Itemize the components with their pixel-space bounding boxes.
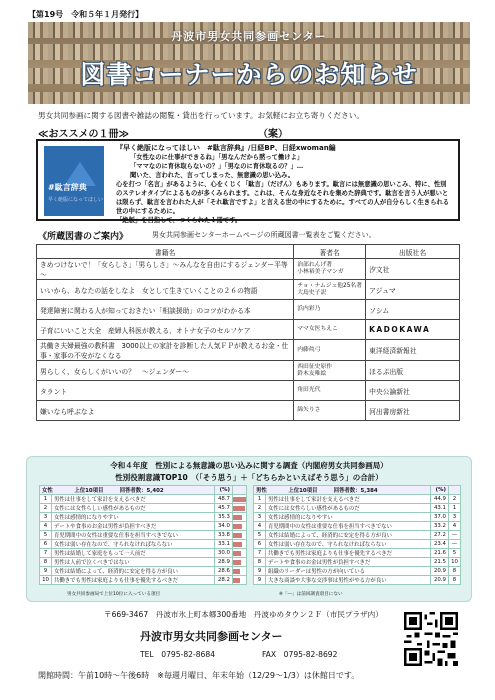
survey-footnote-right: ※「―」は前回調査項目にない [279, 592, 343, 597]
survey-row [254, 567, 461, 576]
survey-statement: 女性は弱い存在なので、守られなければならない [52, 540, 215, 549]
book-title: 嫌いなら呼ぶなよ [37, 401, 294, 421]
survey-bar [233, 533, 242, 538]
page-title: 図書コーナーからのお知らせ [80, 60, 418, 89]
survey-rank: 4 [40, 522, 52, 531]
survey-row [40, 558, 247, 567]
survey-row [40, 549, 247, 558]
survey-rank: 1 [254, 495, 266, 504]
survey-statement: 男性は結婚して家庭をもって一人前だ [52, 549, 215, 558]
book-cover-image [44, 146, 104, 216]
survey-percent: 30.0 [215, 549, 233, 558]
survey-row [40, 576, 247, 585]
survey-percent: 33.2 [431, 522, 449, 531]
survey-rank: 6 [254, 540, 266, 549]
collection-heading: 《所蔵図書のご案内》 [38, 232, 129, 242]
recommend-line: 「女性なのに仕事ができるね」「男なんだから黙って働けよ」 [130, 154, 304, 161]
book-title: タラント [37, 381, 294, 401]
survey-women-rank: 8 [449, 567, 461, 576]
recommend-draft-label: （案） [258, 129, 288, 140]
phone-number: TEL 0795-82-8684 [140, 650, 216, 659]
survey-percent: 33.1 [215, 540, 233, 549]
survey-bar-cell [233, 504, 247, 513]
book-author: 角田光代 [294, 381, 366, 401]
survey-percent: 28.6 [215, 567, 233, 576]
survey-women-header: 女性 上位10項目 回答者数：5,402 [40, 486, 215, 495]
recommend-line: 聞いた、言われた、言ってしまった、無意識の思い込み。 [130, 172, 295, 179]
survey-table-men [253, 485, 461, 585]
survey-statement: 女性は結婚によって、経済的に安定を得る方が良い [266, 531, 431, 540]
survey-percent: 43.1 [431, 504, 449, 513]
survey-rank: 8 [254, 558, 266, 567]
recommend-heading: ≪おススメの１冊≫ [38, 129, 129, 140]
survey-statement: 男性は仕事をして家計を支えるべきだ [266, 495, 431, 504]
book-title: 子育にいいこと大全 産婦人科医が教える、オトナ女子のセルフケア [37, 320, 294, 340]
table-row [37, 300, 460, 320]
column-header-publisher: 出版社名 [366, 245, 460, 259]
survey-statement: 女性には女性らしい感性があるものだ [266, 504, 431, 513]
survey-statement: 女性は弱い存在なので、守られなければならない [266, 540, 431, 549]
survey-men-header: 男性 上位10項目 回答者数：5,384 [254, 486, 431, 495]
survey-row [254, 558, 461, 567]
book-author: 浜内彩乃 [294, 300, 366, 320]
survey-subtitle: 性別役割意識TOP10 （「そう思う」＋「どちらかといえばそう思う」の合計） [115, 473, 383, 482]
survey-header-row [40, 486, 247, 495]
survey-bar-cell [233, 567, 247, 576]
survey-bar [233, 515, 242, 520]
survey-bar [233, 524, 242, 529]
book-author: 西田征史原作 鈴木友唯絵 [294, 361, 366, 381]
survey-percent: 20.9 [431, 576, 449, 585]
survey-rank: 3 [40, 513, 52, 522]
survey-rank: 4 [254, 522, 266, 531]
survey-percent: 21.5 [431, 558, 449, 567]
book-author: 綿矢りさ [294, 401, 366, 421]
survey-women-rank: 8 [449, 576, 461, 585]
survey-bar [233, 542, 242, 547]
survey-percent: 33.8 [215, 531, 233, 540]
survey-prev-header [449, 486, 461, 495]
table-row [37, 280, 460, 300]
book-publisher: ほるぷ出版 [366, 361, 460, 381]
survey-statement: 共働きでも男性は家庭よりも仕事を優先するべきだ [266, 549, 431, 558]
survey-row [254, 513, 461, 522]
survey-bar-header [233, 486, 247, 495]
survey-row [40, 504, 247, 513]
survey-bar [233, 569, 240, 574]
survey-row [40, 495, 247, 504]
recommend-book-title: 『早く絶版になってほしい #駄言辞典』/日経BP、日経xwoman編 [116, 144, 336, 152]
survey-percent: 20.9 [431, 567, 449, 576]
survey-percent: 37.0 [431, 513, 449, 522]
survey-row [254, 504, 461, 513]
book-publisher: 中央公論新社 [366, 381, 460, 401]
survey-rank: 9 [40, 567, 52, 576]
survey-table-women [39, 485, 247, 585]
fax-number: FAX 0795-82-8692 [262, 650, 338, 659]
survey-statement: 男性は人前で泣くべきではない [52, 558, 215, 567]
survey-rank: 2 [254, 504, 266, 513]
survey-percent: 28.2 [215, 576, 233, 585]
survey-rank: 7 [254, 549, 266, 558]
recommend-text [116, 144, 452, 225]
survey-percent: 23.4 [431, 540, 449, 549]
survey-rank: 2 [40, 504, 52, 513]
survey-statement: 女性には女性らしい感性があるものだ [52, 504, 215, 513]
table-row [37, 361, 460, 381]
book-cover-title: #駄言辞典 [48, 183, 87, 192]
survey-bar-cell [233, 513, 247, 522]
survey-statement: 女性は感情的になりやすい [52, 513, 215, 522]
survey-rank: 1 [40, 495, 52, 504]
survey-header-row [254, 486, 461, 495]
survey-row [254, 576, 461, 585]
survey-row [254, 540, 461, 549]
book-publisher: 汐文社 [366, 259, 460, 280]
table-header-row [37, 245, 460, 259]
survey-bar [233, 578, 240, 583]
center-name: 丹波市男女共同参画センター [171, 30, 327, 43]
column-header-title: 書籍名 [37, 245, 294, 259]
survey-row [254, 522, 461, 531]
survey-bar [233, 560, 241, 565]
table-row [37, 320, 460, 340]
column-header-author: 著者名 [294, 245, 366, 259]
survey-rank: 10 [40, 576, 52, 585]
book-author: チョ・ナムジュ他25名著 大島史子訳 [294, 280, 366, 300]
address: 〒669-3467 丹波市氷上町本郷300番地 丹波ゆめタウン２Ｆ（市民プラザ内） [104, 610, 383, 619]
table-row [37, 340, 460, 361]
book-publisher: KADOKAWA [366, 320, 460, 340]
qr-code-icon[interactable] [404, 612, 458, 666]
survey-row [254, 495, 461, 504]
survey-statement: 組織のリーダーは男性の方が向いている [266, 567, 431, 576]
recommend-line: 心を打つ「名言」があるように、心をくじく「駄言」（だげん）もあります。駄言には無意識の思いこみ、特に、性別のステレオタイプによるものが多くみられます。これは、そんな身近なそれを集めた辞典です。駄言を言う人が悪いとは限らず、駄言を言われた人が「それ駄言ですよ」と言える世の中にするために。すべての人が自分らしく生きられる世の中にするために。 [116, 181, 450, 215]
survey-women-rank: 3 [449, 513, 461, 522]
header-banner [28, 22, 470, 104]
survey-women-rank: 1 [449, 504, 461, 513]
survey-pct-label: (%) [431, 486, 449, 495]
survey-row [254, 549, 461, 558]
survey-rank: 5 [254, 531, 266, 540]
survey-rank: 8 [40, 558, 52, 567]
survey-bar-cell [233, 522, 247, 531]
survey-rank: 6 [40, 540, 52, 549]
recommend-line: 「絶版」を目指して、つくられた１冊です。 [116, 217, 242, 224]
issue-number: 【第19号 令和５年１月発行】 [28, 10, 144, 19]
survey-statement: 育児期間中の女性は重要な仕事を担当すべきでない [266, 522, 431, 531]
survey-pct-label: (%) [215, 486, 233, 495]
book-title: 男らしく、女らしくがいいの？ ～ジェンダー～ [37, 361, 294, 381]
opening-hours: 開館時間：午前10時～午後6時 ※毎週月曜日、年末年始（12/29～1/3）は休館日です。 [38, 671, 360, 680]
survey-row [254, 531, 461, 540]
table-row [37, 401, 460, 421]
survey-bar-cell [233, 549, 247, 558]
survey-statement: 女性は感情的になりやすい [266, 513, 431, 522]
survey-statement: 女性は結婚によって、経済的に安定を得る方が良い [52, 567, 215, 576]
survey-statement: デートや食事のお金は男性が負担すべきだ [266, 558, 431, 567]
book-author: ママ女医ちえこ [294, 320, 366, 340]
survey-women-rank: — [449, 540, 461, 549]
survey-statement: 共働きでも男性は家庭よりも仕事を優先するべきだ [52, 576, 215, 585]
survey-statement: 男性は仕事をして家計を支えるべきだ [52, 495, 215, 504]
survey-percent: 27.2 [431, 531, 449, 540]
survey-bar-cell [233, 558, 247, 567]
survey-rank: 5 [40, 531, 52, 540]
survey-women-rank: 5 [449, 549, 461, 558]
book-author: 治部れんげ著 小林裕美子マンガ [294, 259, 366, 280]
survey-women-rank: 4 [449, 522, 461, 531]
table-row [37, 259, 460, 280]
survey-percent: 48.7 [215, 495, 233, 504]
survey-percent: 21.6 [431, 549, 449, 558]
survey-row [40, 513, 247, 522]
book-title: いいから、あなたの話をしなよ 女として生きていくことの２６の物語 [37, 280, 294, 300]
recommend-line: 「ママなのに育休取らないの？」「男なのに育休取るの？」… [130, 163, 304, 170]
book-publisher: 東洋経済新報社 [366, 340, 460, 361]
survey-bar [233, 551, 241, 556]
survey-women-rank: 2 [449, 495, 461, 504]
book-publisher: 河出書房新社 [366, 401, 460, 421]
recommend-box [36, 139, 460, 224]
survey-women-rank: — [449, 531, 461, 540]
survey-percent: 34.0 [215, 522, 233, 531]
book-author: 内藤眞弓 [294, 340, 366, 361]
survey-rank: 9 [254, 576, 266, 585]
book-publisher: ソシム [366, 300, 460, 320]
survey-statement: デートや食事のお金は男性が負担すべきだ [52, 522, 215, 531]
survey-rank: 3 [254, 513, 266, 522]
survey-row [40, 522, 247, 531]
survey-row [40, 567, 247, 576]
survey-statement: 育児期間中の女性は重要な仕事を担当すべきでない [52, 531, 215, 540]
survey-women-rank: 10 [449, 558, 461, 567]
survey-bar-cell [233, 495, 247, 504]
survey-percent: 35.3 [215, 513, 233, 522]
survey-row [40, 540, 247, 549]
organization-name: 丹波市男女共同参画センター [140, 630, 283, 643]
book-publisher: アジュマ [366, 280, 460, 300]
survey-bar-cell [233, 576, 247, 585]
table-row [37, 381, 460, 401]
survey-rank: 7 [40, 549, 52, 558]
book-table [36, 244, 460, 421]
survey-statement: 大きな商談や大事な交渉事は男性がやる方が良い [266, 576, 431, 585]
survey-footnote-left: 男女共同参画局で上位10位に入っている項目 [67, 592, 161, 597]
book-title: 共働き夫婦最強の教科書 3000以上の家計を診断した人気ＦＰが教えるお金・仕事・家事の不安がなくなる [37, 340, 294, 361]
book-cover-subtitle: 早く絶版になってほしい [48, 197, 104, 203]
survey-percent: 28.9 [215, 558, 233, 567]
survey-bar-cell [233, 540, 247, 549]
survey-percent: 45.7 [215, 504, 233, 513]
survey-bar-cell [233, 531, 247, 540]
survey-bar [233, 497, 246, 502]
collection-note: 男女共同参画センターホームページの所蔵図書一覧表をご覧ください。 [152, 231, 376, 239]
survey-panel [26, 456, 472, 602]
survey-percent: 44.9 [431, 495, 449, 504]
survey-rank: 9 [254, 567, 266, 576]
survey-row [40, 531, 247, 540]
book-title: 発達障害に関わる人が知っておきたい「相談援助」のコツがわかる本 [37, 300, 294, 320]
survey-bar [233, 506, 245, 511]
survey-title: 令和４年度 性別による無意識の思い込みに関する調査（内閣府男女共同参画局） [110, 461, 388, 470]
book-title: きめつけないで！「女らしさ」「男らしさ」～みんなを自由にするジェンダー平等～ [37, 259, 294, 280]
intro-text: 男女共同参画に関する図書や雑誌の閲覧・貸出を行っています。お気軽にお立ち寄りください。 [38, 111, 364, 120]
